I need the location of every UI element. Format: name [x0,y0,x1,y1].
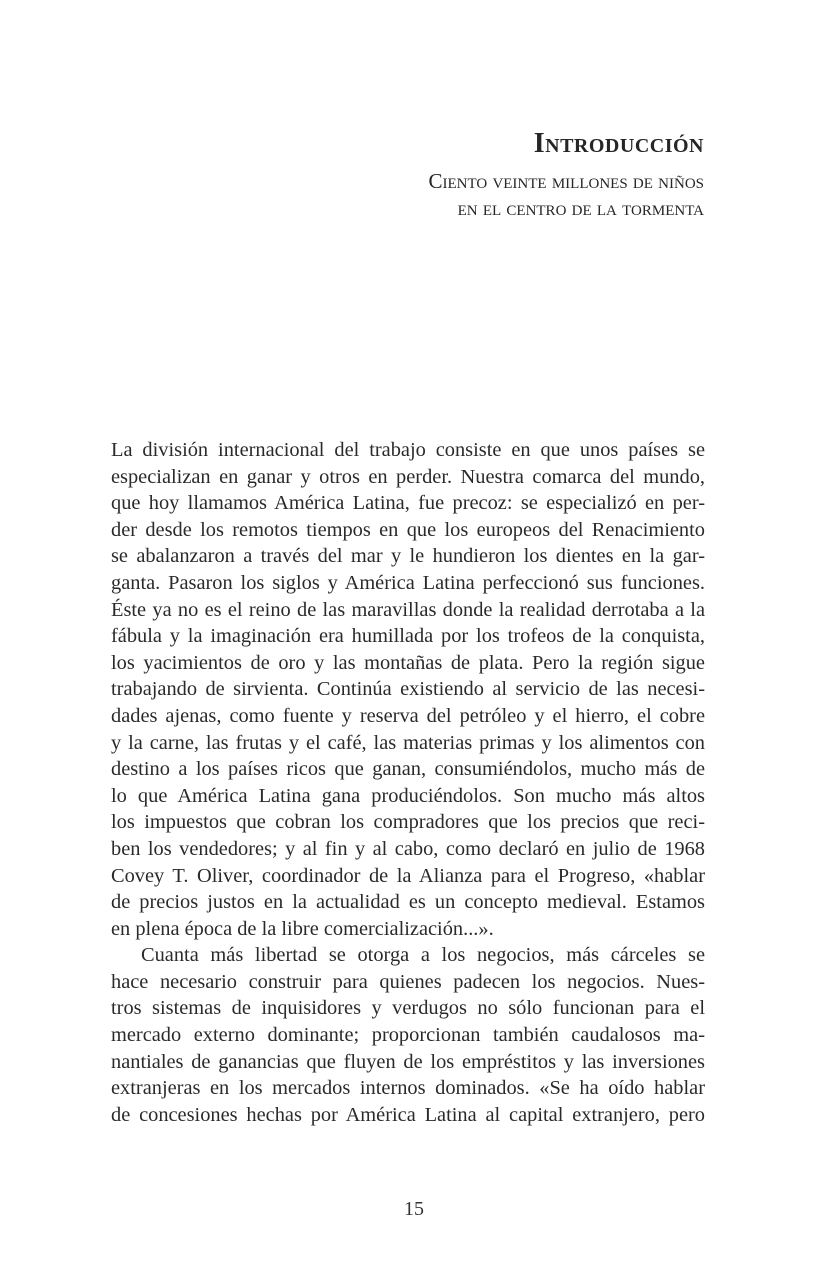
text-line: dades ajenas, como fuente y reserva del petróleo y el hierro, el cobre [111,704,705,727]
chapter-title: Introducción [533,128,704,159]
text-line: ganta. Pasaron los siglos y América Latina perfeccionó sus funciones. [111,571,705,594]
page-number: 15 [404,1198,424,1220]
text-line: de precios justos en la actualidad es un concepto medieval. Estamos [111,891,705,914]
text-line: que hoy llamamos América Latina, fue precoz: se especializó en per- [111,492,705,515]
text-line: Covey T. Oliver, coordinador de la Alianza para el Progreso, «hablar [111,864,705,887]
text-line: trabajando de sirvienta. Continúa existiendo al servicio de las necesi- [111,678,705,701]
text-line: Éste ya no es el reino de las maravillas donde la realidad derrotaba a la [111,598,705,621]
text-line: extranjeras en los mercados internos dominados. «Se ha oído hablar [111,1077,705,1100]
text-line: se abalanzaron a través del mar y le hundieron los dientes en la gar- [111,545,705,568]
paragraph-2 [111,942,705,1128]
text-line: nantiales de ganancias que fluyen de los empréstitos y las inversiones [111,1050,705,1073]
body-text [111,437,705,1128]
paragraph-1 [111,437,705,942]
text-line: destino a los países ricos que ganan, consumiéndolos, mucho más de [111,758,705,781]
text-line: los impuestos que cobran los compradores que los precios que reci- [111,811,705,834]
chapter-header [428,128,704,222]
text-line: La división internacional del trabajo consiste en que unos países se [111,439,705,461]
text-line: ben los vendedores; y al fin y al cabo, como declaró en julio de 1968 [111,837,705,860]
text-line: y la carne, las frutas y el café, las materias primas y los alimentos con [111,731,705,754]
text-line: lo que América Latina gana produciéndolos. Son mucho más altos [111,784,705,807]
text-line: der desde los remotos tiempos en que los europeos del Renacimiento [111,518,705,541]
subtitle-line: en el centro de la tormenta [457,196,704,220]
chapter-subtitle [428,168,704,222]
text-line: en plena época de la libre comercialización...». [111,917,494,940]
text-line: de concesiones hechas por América Latina al capital extranjero, pero [111,1103,705,1126]
text-line: fábula y la imaginación era humillada por los trofeos de la conquista, [111,625,705,648]
text-line: mercado externo dominante; proporcionan también caudalosos ma- [111,1024,705,1047]
text-line: los yacimientos de oro y las montañas de plata. Pero la región sigue [111,651,705,674]
text-line: especializan en ganar y otros en perder. Nuestra comarca del mundo, [111,465,705,488]
text-line: tros sistemas de inquisidores y verdugos no sólo funcionan para el [111,997,705,1020]
subtitle-line: Ciento veinte millones de niños [428,169,704,193]
text-line: Cuanta más libertad se otorga a los negocios, más cárceles se [141,944,705,967]
text-line: hace necesario construir para quienes padecen los negocios. Nues- [111,970,705,993]
